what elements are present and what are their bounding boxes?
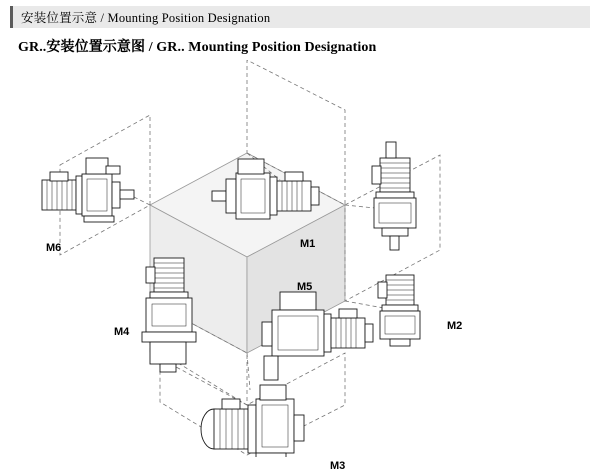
unit-m6 [42, 158, 134, 222]
position-label-m5: M5 [297, 281, 313, 293]
position-label-m2: M2 [447, 320, 463, 332]
position-label-m6: M6 [46, 242, 62, 254]
header-title: 安装位置示意 / Mounting Position Designation [21, 11, 271, 25]
page-header-bar [10, 6, 590, 28]
mounting-position-diagram [0, 60, 600, 472]
position-label-m1: M1 [300, 238, 316, 250]
page-title: GR..安装位置示意图 / GR.. Mounting Position Designation [18, 40, 377, 55]
position-label-m4: M4 [114, 326, 130, 338]
position-label-m3: M3 [330, 460, 346, 472]
unit-m2 [372, 142, 416, 250]
unit-m2-lower [378, 275, 420, 346]
diagram-svg [0, 60, 600, 457]
unit-m3 [201, 385, 304, 457]
